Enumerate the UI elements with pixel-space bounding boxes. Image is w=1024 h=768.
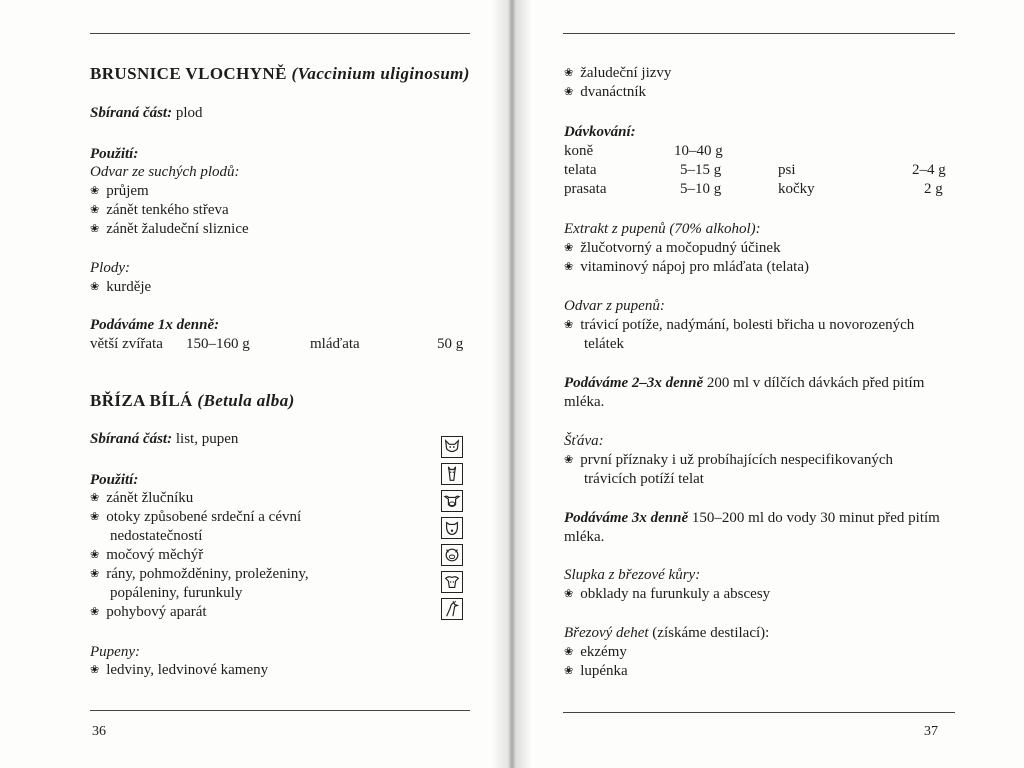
list-item: ❀ močový měchýř — [90, 546, 203, 566]
page-number: 36 — [92, 724, 106, 739]
dosage-value: 10–40 g — [674, 143, 723, 159]
list-item: ❀ trávicí potíže, nadýmání, bolesti břicha u novorozených — [564, 316, 914, 336]
list-item: ❀ kurděje — [90, 278, 151, 298]
list-item: ❀ obklady na furunkuly a abscesy — [564, 585, 770, 605]
list-item: ❀ zánět tenkého střeva — [90, 201, 229, 221]
section-title-briza — [90, 391, 295, 411]
left-page — [0, 0, 510, 768]
dosage-frequency: Podáváme 2–3x denně — [564, 375, 704, 391]
fruits-label: Plody: — [90, 260, 130, 276]
dosage-text-cont: mléka. — [564, 394, 605, 410]
dosage-value: 2–4 g — [912, 162, 946, 178]
list-item: ❀ průjem — [90, 182, 149, 202]
dosage-value: 5–10 g — [680, 181, 722, 197]
list-item-continuation: trávicích potíží telat — [584, 471, 704, 487]
dosage-value: 5–15 g — [680, 162, 722, 178]
list-item-continuation: telátek — [584, 336, 624, 352]
dose-value: 50 g — [437, 336, 464, 352]
dosage-instruction — [564, 509, 940, 528]
latin-name: (Vaccinium uliginosum) — [291, 64, 470, 83]
use-label: Použití: — [90, 472, 139, 488]
collected-part-value: plod — [172, 105, 203, 121]
list-item-continuation: popáleniny, furunkuly — [110, 585, 243, 601]
list-item: ❀ lupénka — [564, 662, 628, 682]
dosage-value: 2 g — [924, 181, 943, 197]
use-label: Použití: — [90, 146, 139, 162]
top-rule — [563, 33, 955, 34]
decoction-label: Odvar ze suchých plodů: — [90, 164, 240, 180]
bottom-rule — [90, 710, 470, 711]
list-item: ❀ otoky způsobené srdeční a cévní — [90, 508, 301, 528]
dosage-text-cont: mléka. — [564, 529, 605, 545]
dosage-frequency: Podáváme 3x denně — [564, 510, 689, 526]
buds-label: Pupeny: — [90, 644, 140, 660]
list-item: ❀ pohybový aparát — [90, 603, 207, 623]
list-item: ❀ první příznaky i už probíhajících nespecifikovaných — [564, 451, 893, 471]
dosage-text: 200 ml v dílčích dávkách před pitím — [703, 375, 925, 391]
latin-name: (Betula alba) — [197, 391, 295, 410]
dosage-text: 150–200 ml do vody 30 minut před pitím — [688, 510, 940, 526]
dosage-animal: psi — [778, 162, 796, 178]
list-item: ❀ ledviny, ledvinové kameny — [90, 661, 268, 681]
plant-name: BŘÍZA BÍLÁ — [90, 391, 193, 410]
cat-icon — [441, 436, 463, 458]
collected-part-label: Sbíraná část: — [90, 431, 173, 447]
tar-label-note: (získáme destilací): — [648, 625, 770, 641]
decoction-label: Odvar z pupenů: — [564, 298, 665, 314]
page-number: 37 — [924, 724, 938, 739]
dosage-animal: koně — [564, 143, 594, 159]
tar-label-name: Březový dehet — [564, 625, 649, 641]
collected-part — [90, 430, 238, 449]
list-item: ❀ dvanáctník — [564, 83, 646, 103]
collected-part-value: list, pupen — [172, 431, 239, 447]
horse-icon — [441, 463, 463, 485]
list-item: ❀ zánět žaludeční sliznice — [90, 220, 249, 240]
dosage-animal: kočky — [778, 181, 815, 197]
extract-label: Extrakt z pupenů (70% alkohol): — [564, 221, 761, 237]
rooster-icon — [441, 598, 463, 620]
list-item: ❀ žaludeční jizvy — [564, 64, 671, 84]
plant-name: BRUSNICE VLOCHYNĚ — [90, 64, 287, 83]
list-item: ❀ vitaminový nápoj pro mláďata (telata) — [564, 258, 809, 278]
dog-icon — [441, 517, 463, 539]
pig-icon — [441, 544, 463, 566]
animal-icons — [441, 436, 465, 625]
list-item: ❀ ekzémy — [564, 643, 627, 663]
list-item: ❀ žlučotvorný a močopudný účinek — [564, 239, 781, 259]
collected-part — [90, 104, 203, 123]
list-item: ❀ rány, pohmožděniny, proleženiny, — [90, 565, 309, 585]
list-item: ❀ zánět žlučníku — [90, 489, 193, 509]
juice-label: Šťáva: — [564, 433, 604, 449]
bark-label: Slupka z březové kůry: — [564, 567, 701, 583]
dosage-instruction — [564, 374, 924, 393]
dosage-animal: telata — [564, 162, 597, 178]
dose-animal: větší zvířata — [90, 336, 163, 352]
right-page — [514, 0, 1024, 768]
dose-animal: mláďata — [310, 336, 360, 352]
top-rule — [90, 33, 470, 34]
tar-label — [564, 624, 769, 643]
dose-value: 150–160 g — [186, 336, 250, 352]
bottom-rule — [563, 712, 955, 713]
section-title-brusnice — [90, 64, 470, 84]
dosage-animal: prasata — [564, 181, 607, 197]
cow-icon — [441, 490, 463, 512]
collected-part-label: Sbíraná část: — [90, 105, 173, 121]
dose-label: Podáváme 1x denně: — [90, 317, 220, 333]
sheep-icon — [441, 571, 463, 593]
list-item-continuation: nedostatečností — [110, 528, 203, 544]
dosage-label: Dávkování: — [564, 124, 636, 140]
